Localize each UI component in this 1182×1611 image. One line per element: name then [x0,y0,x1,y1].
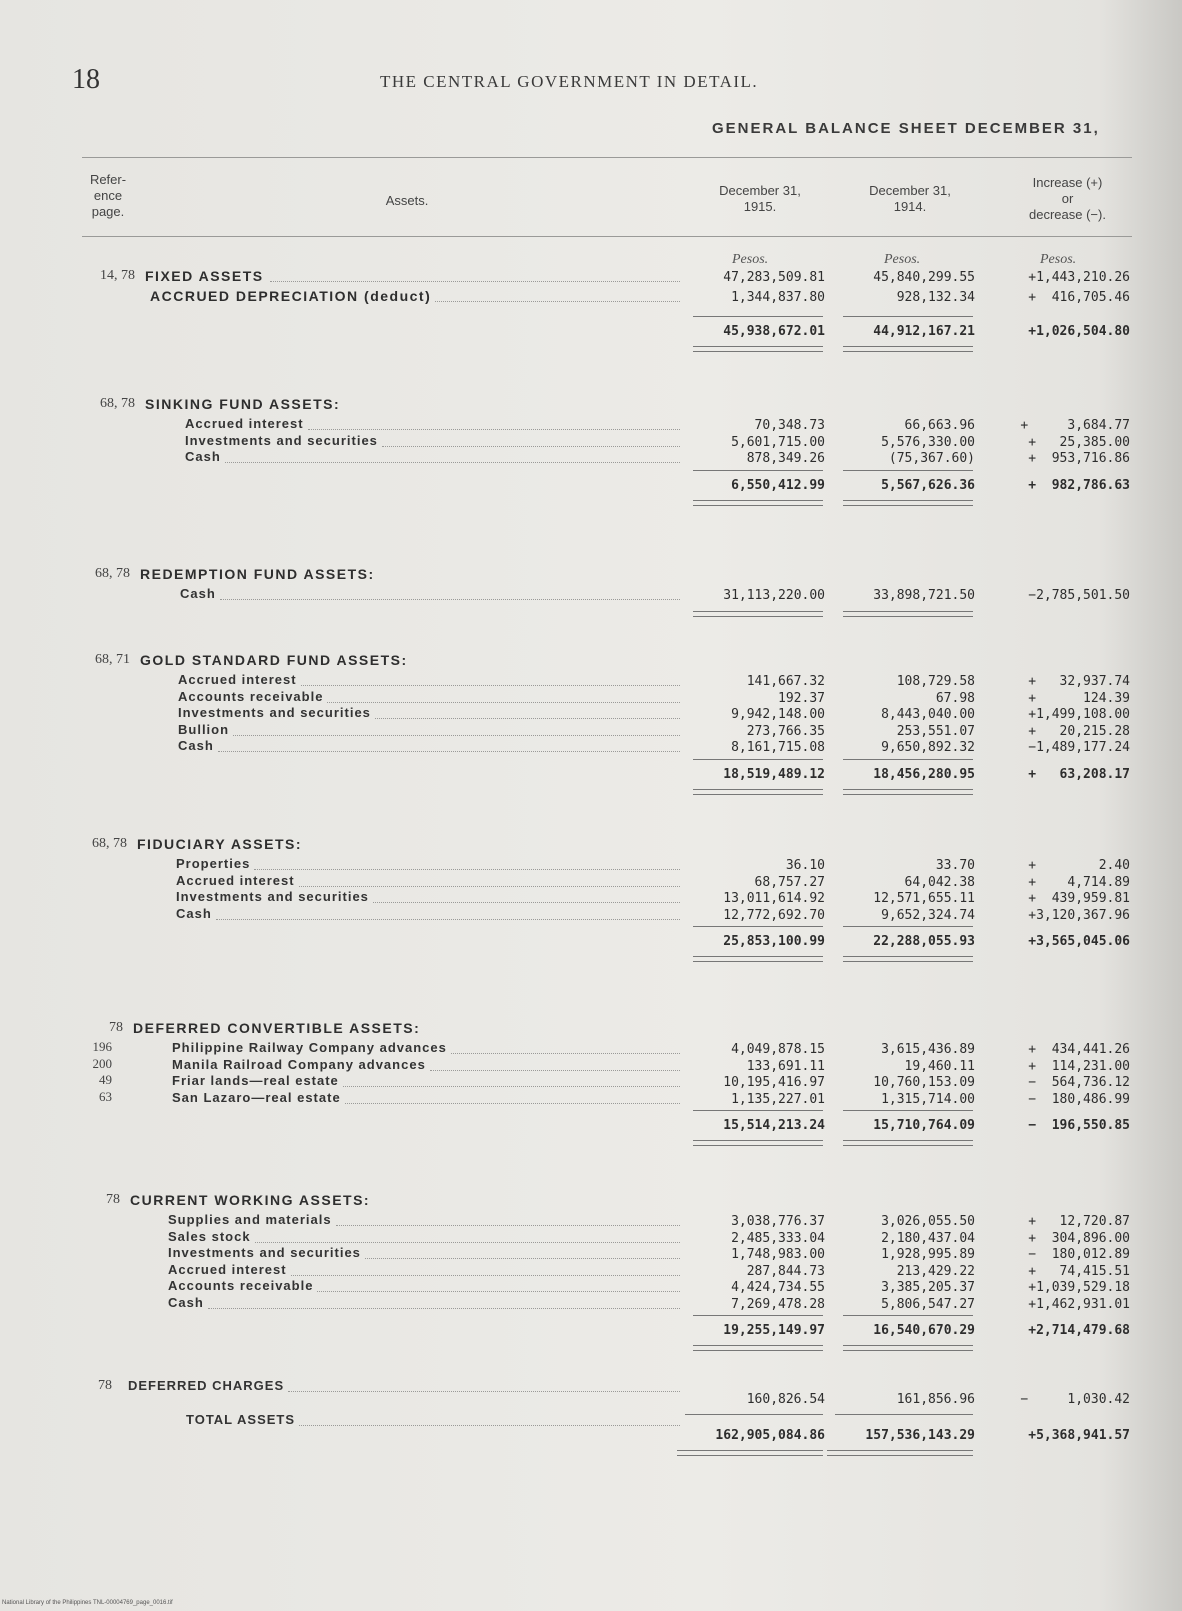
double-rule [693,1140,823,1146]
dot-leader [373,892,680,903]
amount-value: 192.37 [778,690,825,706]
amount-value: −1,489,177.24 [1028,740,1130,755]
double-rule [693,956,823,962]
header-col-change: Increase (+) or decrease (−). [1029,175,1106,222]
amount-value: 1,344,837.80 [731,290,825,305]
item-label: Accounts receivable [168,1278,314,1293]
amount-value: 12,571,655.11 [873,891,975,906]
amount-value: 36.10 [785,858,825,873]
item-label: Accrued interest [185,416,304,431]
total-value: 162,905,084.86 [715,1428,825,1443]
amount-value: 64,042.38 [904,874,975,890]
amount-value: 2,485,333.04 [731,1230,825,1246]
section-title: FIXED ASSETS [145,268,264,284]
total-value: 25,853,100.99 [723,934,825,949]
amount-value: + 12,720.87 [1028,1214,1130,1229]
amount-value: 9,652,324.74 [881,907,975,923]
amount-value: 928,132.34 [896,290,975,305]
double-rule [827,1450,973,1456]
amount-value: 878,349.26 [746,451,825,466]
amount-value: 10,195,416.97 [723,1075,825,1090]
amount-value: 67.98 [935,690,975,706]
item-label: Cash [176,905,212,921]
section-ref-page: 14, 78 [100,268,135,283]
total-value: 157,536,143.29 [865,1428,975,1443]
total-value: 45,938,672.01 [723,324,825,339]
total-value: +1,026,504.80 [1028,324,1130,339]
dot-leader [301,675,680,686]
amount-value: 66,663.96 [904,418,975,433]
amount-value: 213,429.22 [896,1263,975,1279]
sum-rule [693,759,823,760]
amount-value: −2,785,501.50 [1028,588,1130,603]
section-ref-page: 68, 78 [95,566,130,581]
item-label: Investments and securities [168,1245,361,1260]
amount-value: 10,760,153.09 [873,1075,975,1090]
amount-value: +1,462,931.01 [1028,1296,1130,1312]
amount-value: + 439,959.81 [1028,891,1130,906]
amount-value: + 304,896.00 [1028,1230,1130,1246]
header-bottom-rule [82,236,1132,237]
row-ref-page: 200 [92,1055,112,1071]
section-title: SINKING FUND ASSETS: [145,396,341,412]
amount-value: +1,443,210.26 [1028,270,1130,285]
units-col3: Pesos. [1040,252,1077,267]
sum-rule [685,1414,823,1415]
double-rule [843,500,973,506]
amount-value: − 180,486.99 [1028,1091,1130,1107]
total-value: +5,368,941.57 [1028,1428,1130,1443]
sum-rule [843,926,973,927]
dot-leader [220,589,680,600]
amount-value: 287,844.73 [746,1263,825,1279]
section-ref-page: 78 [98,1378,112,1393]
total-value: 18,456,280.95 [873,766,975,782]
section-ref-page: 68, 71 [95,652,130,667]
total-value: 19,255,149.97 [723,1323,825,1338]
section-title: REDEMPTION FUND ASSETS: [140,566,375,582]
amount-value: 108,729.58 [896,674,975,689]
units-col2: Pesos. [884,252,921,267]
double-rule [843,956,973,962]
dot-leader [430,1060,680,1071]
header-col-1914: December 31, 1914. [869,183,951,214]
header-col-1915: December 31, 1915. [719,183,801,214]
dot-leader [435,291,680,302]
amount-value: + 25,385.00 [1028,434,1130,450]
dot-leader [233,725,680,736]
amount-value: (75,367.60) [888,451,975,466]
header-ref: Refer- ence page. [89,172,127,219]
amount-value: 1,928,995.89 [881,1247,975,1262]
amount-value: 70,348.73 [754,418,825,433]
total-value: 15,514,213.24 [723,1118,825,1133]
amount-value: +1,039,529.18 [1028,1280,1130,1295]
amount-value: 4,049,878.15 [731,1042,825,1057]
double-rule [693,789,823,795]
amount-value: 273,766.35 [746,723,825,739]
dot-leader [327,692,680,703]
amount-value: 5,576,330.00 [881,434,975,450]
section-title: GOLD STANDARD FUND ASSETS: [140,652,408,668]
total-value: − 196,550.85 [1028,1118,1130,1133]
double-rule [843,1140,973,1146]
sum-rule [693,926,823,927]
total-value: +2,714,479.68 [1028,1323,1130,1338]
amount-value: 5,601,715.00 [731,434,825,450]
amount-value: 160,826.54 [746,1392,825,1407]
sum-rule [843,1110,973,1111]
accrued-depreciation-label: ACCRUED DEPRECIATION (deduct) [150,288,432,304]
section-ref-page: 78 [106,1192,120,1207]
amount-value: 3,385,205.37 [881,1280,975,1295]
dot-leader [299,876,680,887]
amount-value: 31,113,220.00 [723,588,825,603]
amount-value: 253,551.07 [896,723,975,739]
amount-value: + 416,705.46 [1028,290,1130,305]
dot-leader [451,1043,680,1054]
dot-leader [216,909,680,920]
item-label: Friar lands—real estate [172,1073,339,1088]
amount-value: 5,806,547.27 [881,1296,975,1312]
amount-value: + 20,215.28 [1028,723,1130,739]
item-label: Accrued interest [168,1261,287,1277]
item-label: Investments and securities [178,705,371,720]
double-rule [693,346,823,352]
amount-value: +3,120,367.96 [1028,907,1130,923]
balance-sheet-subtitle: GENERAL BALANCE SHEET DECEMBER 31, [712,120,1100,137]
double-rule [693,611,823,617]
item-label: Cash [180,586,216,601]
amount-value: 1,748,983.00 [731,1247,825,1262]
double-rule [843,611,973,617]
dot-leader [291,1265,680,1276]
amount-value: + 32,937.74 [1028,674,1130,689]
running-head: THE CENTRAL GOVERNMENT IN DETAIL. [380,72,759,91]
dot-leader [299,1415,680,1426]
total-value: 22,288,055.93 [873,934,975,949]
item-label: Accrued interest [178,672,297,687]
amount-value: 4,424,734.55 [731,1280,825,1295]
item-label: Manila Railroad Company advances [172,1056,426,1072]
total-value: 5,567,626.36 [881,477,975,493]
header-assets: Assets. [385,193,429,208]
amount-value: − 564,736.12 [1028,1075,1130,1090]
item-label: Supplies and materials [168,1212,332,1227]
section-title: FIDUCIARY ASSETS: [137,836,302,852]
total-value: +3,565,045.06 [1028,934,1130,949]
total-value: 44,912,167.21 [873,324,975,339]
amount-value: + 953,716.86 [1028,451,1130,466]
amount-value: 1,135,227.01 [731,1091,825,1107]
item-label: Accrued interest [176,872,295,888]
row-ref-page: 196 [92,1039,112,1054]
page-number: 18 [72,64,100,95]
amount-value: 7,269,478.28 [731,1296,825,1312]
amount-value: 2,180,437.04 [881,1230,975,1246]
item-label: Bullion [178,721,230,737]
amount-value: 33,898,721.50 [873,588,975,603]
total-value: + 63,208.17 [1028,766,1130,782]
amount-value: + 74,415.51 [1028,1263,1130,1279]
amount-value: + 124.39 [1028,690,1130,706]
amount-value: +1,499,108.00 [1028,707,1130,722]
dot-leader [270,271,680,282]
section-ref-page: 78 [109,1020,123,1035]
dot-leader [317,1281,680,1292]
amount-value: − 1,030.42 [1020,1392,1130,1407]
dot-leader [375,708,680,719]
section-title: DEFERRED CONVERTIBLE ASSETS: [133,1020,421,1036]
amount-value: 8,161,715.08 [731,740,825,755]
scan-footer: National Library of the Philippines TNL-00004769_page_0016.tif [2,1600,173,1606]
dot-leader [208,1298,680,1309]
dot-leader [308,419,680,430]
item-label: Investments and securities [185,432,378,448]
amount-value: 19,460.11 [904,1058,975,1074]
row-ref-page: 49 [99,1072,112,1087]
amount-value: 33.70 [935,858,975,873]
amount-value: 141,667.32 [746,674,825,689]
dot-leader [345,1093,680,1104]
amount-value: 45,840,299.55 [873,270,975,285]
amount-value: − 180,012.89 [1028,1247,1130,1262]
amount-value: 133,691.11 [746,1058,825,1074]
amount-value: 3,026,055.50 [881,1214,975,1229]
total-value: 18,519,489.12 [723,766,825,782]
dot-leader [218,741,680,752]
item-label: Properties [176,856,251,871]
row-ref-page: 63 [99,1088,112,1104]
total-value: 6,550,412.99 [731,477,825,493]
section-ref-page: 68, 78 [100,396,135,411]
units-col1: Pesos. [732,252,769,267]
dot-leader [255,1232,680,1243]
double-rule [843,346,973,352]
amount-value: 12,772,692.70 [723,907,825,923]
dot-leader [382,436,680,447]
section-title: CURRENT WORKING ASSETS: [130,1192,371,1208]
item-label: San Lazaro—real estate [172,1089,341,1105]
amount-value: 9,650,892.32 [881,740,975,755]
item-label: Accounts receivable [178,688,324,704]
sum-rule [843,316,973,317]
sum-rule [843,759,973,760]
total-value: + 982,786.63 [1028,477,1130,493]
item-label: DEFERRED CHARGES [128,1378,285,1393]
amount-value: 47,283,509.81 [723,270,825,285]
amount-value: + 434,441.26 [1028,1042,1130,1057]
amount-value: 8,443,040.00 [881,707,975,722]
sum-rule [693,316,823,317]
item-label: Philippine Railway Company advances [172,1040,447,1055]
amount-value: 1,315,714.00 [881,1091,975,1107]
dot-leader [254,859,680,870]
item-label: Investments and securities [176,889,369,904]
sum-rule [693,1110,823,1111]
amount-value: 3,038,776.37 [731,1214,825,1229]
amount-value: + 2.40 [1028,858,1130,873]
header-top-rule [82,157,1132,158]
double-rule [843,1345,973,1351]
total-value: 16,540,670.29 [873,1323,975,1338]
amount-value: 3,615,436.89 [881,1042,975,1057]
amount-value: + 4,714.89 [1028,874,1130,890]
dot-leader [343,1076,680,1087]
double-rule [693,500,823,506]
amount-value: 13,011,614.92 [723,891,825,906]
sum-rule [693,1315,823,1316]
total-value: 15,710,764.09 [873,1118,975,1133]
amount-value: 161,856.96 [896,1392,975,1407]
double-rule [693,1345,823,1351]
dot-leader [225,452,680,463]
amount-value: 68,757.27 [754,874,825,890]
dot-leader [365,1248,680,1259]
double-rule [677,1450,823,1456]
amount-value: + 114,231.00 [1028,1058,1130,1074]
amount-value: + 3,684.77 [1020,418,1130,433]
item-label: TOTAL ASSETS [186,1412,296,1427]
amount-value: 9,942,148.00 [731,707,825,722]
section-ref-page: 68, 78 [92,836,127,851]
double-rule [843,789,973,795]
item-label: Sales stock [168,1228,251,1244]
sum-rule [693,470,823,471]
sum-rule [843,470,973,471]
item-label: Cash [178,738,214,753]
item-label: Cash [185,449,221,464]
sum-rule [835,1414,973,1415]
dot-leader [288,1381,680,1392]
sum-rule [843,1315,973,1316]
item-label: Cash [168,1294,204,1310]
dot-leader [336,1215,680,1226]
